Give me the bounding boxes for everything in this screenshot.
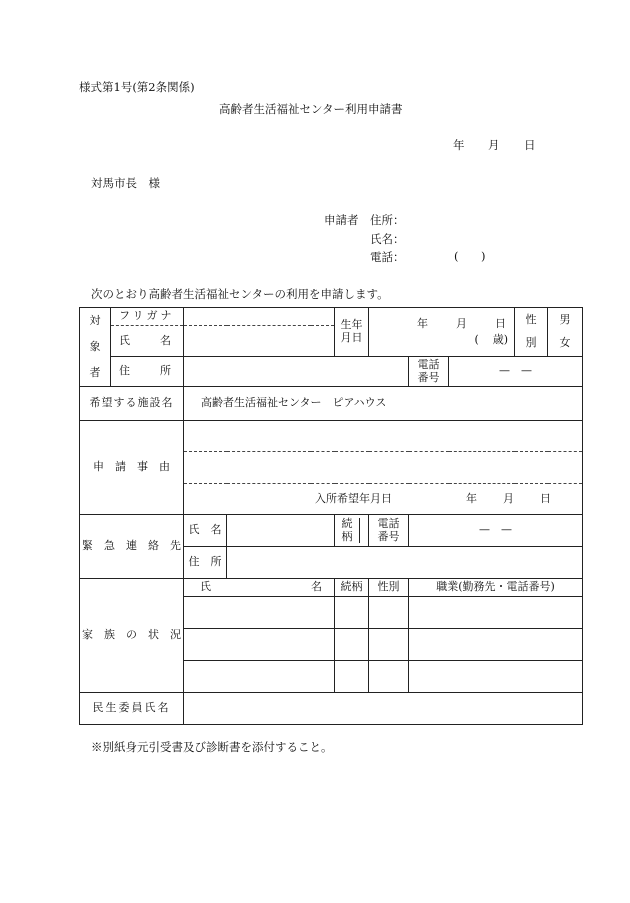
furigana-label: フリガナ — [111, 308, 184, 326]
family-row-3-relation[interactable] — [335, 661, 369, 693]
reason-line-1[interactable] — [184, 421, 583, 452]
subject-phone-field[interactable]: — — — [449, 357, 583, 387]
emergency-relation-cell — [335, 515, 369, 547]
subject-address-field[interactable] — [184, 357, 409, 387]
family-row-2-sex[interactable] — [369, 629, 409, 661]
emergency-label: 緊 急 連 絡 先 — [80, 515, 184, 579]
intro-text: 次のとおり高齢者生活福祉センターの利用を申請します。 — [91, 287, 389, 301]
family-row-3-job[interactable] — [409, 661, 583, 693]
applicant-phone-paren-open: ( — [454, 249, 459, 263]
family-row-1-relation[interactable] — [335, 597, 369, 629]
attachment-note: ※別紙身元引受書及び診断書を添付すること。 — [91, 740, 333, 754]
family-row-2-job[interactable] — [409, 629, 583, 661]
subject-phone-label: 電話 番号 — [409, 357, 449, 387]
emergency-address-field[interactable] — [227, 547, 583, 579]
entry-date-label: 入所希望年月日 — [315, 491, 392, 505]
emergency-name-field[interactable] — [227, 515, 335, 547]
birth-label: 生年 月日 — [335, 308, 369, 357]
sex-female: 女 — [559, 336, 571, 349]
family-col-job: 職業(勤務先・電話番号) — [409, 579, 583, 597]
family-col-name: 氏 名 — [184, 579, 335, 597]
sex-label: 性 別 — [515, 308, 548, 357]
date-year-label: 年 — [453, 138, 465, 152]
family-row-1-sex[interactable] — [369, 597, 409, 629]
emergency-name-label: 氏 名 — [184, 515, 227, 547]
emergency-address-label: 住 所 — [184, 547, 227, 579]
application-form-table — [79, 307, 583, 725]
applicant-address-label: 住所： — [370, 213, 405, 227]
reason-label: 申 請 事 由 — [80, 421, 184, 515]
family-col-sex: 性別 — [369, 579, 409, 597]
sex-options[interactable] — [548, 308, 583, 357]
family-row-2-name[interactable] — [184, 629, 335, 661]
welfare-field[interactable] — [184, 693, 583, 725]
subject-name-field[interactable] — [184, 326, 335, 357]
subject-address-label: 住 所 — [111, 357, 184, 387]
family-row-1-name[interactable] — [184, 597, 335, 629]
applicant-phone-paren-close: ) — [481, 249, 486, 263]
facility-value: 高齢者生活福祉センター ピアハウス — [184, 387, 583, 421]
emergency-phone-label: 電話 番号 — [369, 515, 409, 547]
emergency-relation-label: 続 柄 — [335, 518, 360, 543]
subject-name-label: 氏 名 — [111, 326, 184, 357]
date-month-label: 月 — [488, 138, 500, 152]
subject-group-label: 対 象 者 — [80, 308, 111, 387]
applicant-label: 申請者 — [324, 213, 359, 227]
birth-date-field[interactable]: 年 月 日 ( 歳) — [369, 308, 515, 357]
family-row-1-job[interactable] — [409, 597, 583, 629]
facility-label: 希望する施設名 — [80, 387, 184, 421]
entry-date-row[interactable]: 入所希望年月日 年 月 日 — [184, 484, 583, 515]
page-title: 高齢者生活福祉センター利用申請書 — [219, 102, 403, 116]
sex-male: 男 — [559, 313, 571, 327]
family-col-relation: 続柄 — [335, 579, 369, 597]
form-number: 様式第1号(第2条関係) — [79, 80, 195, 94]
addressee: 対馬市長 様 — [91, 176, 160, 190]
applicant-name-label: 氏名： — [370, 232, 405, 246]
family-row-2-relation[interactable] — [335, 629, 369, 661]
date-day-label: 日 — [524, 138, 536, 152]
emergency-phone-field[interactable]: — — — [409, 515, 583, 547]
reason-line-2[interactable] — [184, 452, 583, 484]
emergency-relation-field[interactable] — [360, 518, 368, 543]
family-row-3-sex[interactable] — [369, 661, 409, 693]
furigana-field[interactable] — [184, 308, 335, 326]
welfare-label: 民生委員氏名 — [80, 693, 184, 725]
family-row-3-name[interactable] — [184, 661, 335, 693]
applicant-phone-label: 電話： — [370, 250, 405, 264]
family-label: 家 族 の 状 況 — [80, 579, 184, 693]
